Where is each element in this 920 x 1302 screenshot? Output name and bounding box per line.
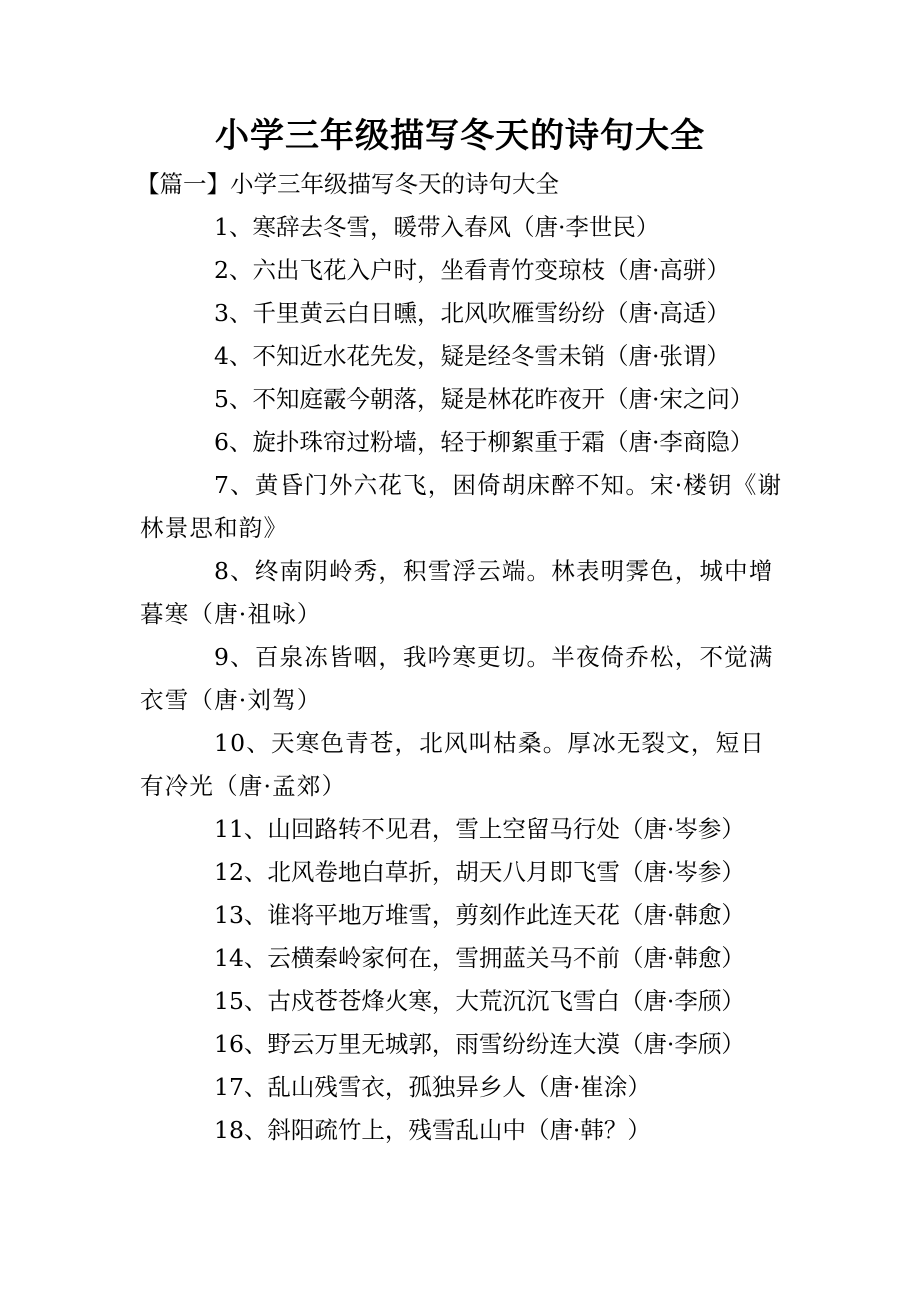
- document-body: [136, 163, 785, 1152]
- poem-line-15: 15、古戍苍苍烽火寒，大荒沉沉飞雪白（唐·李颀）: [214, 987, 745, 1015]
- poem-line-11: 11、山回路转不见君，雪上空留马行处（唐·岑参）: [214, 815, 745, 843]
- poem-line-6: 6、旋扑珠帘过粉墙，轻于柳絮重于霜（唐·李商隐）: [214, 428, 754, 456]
- poem-line-7: 7、黄昏门外六花飞，困倚胡床醉不知。宋·楼钥《谢林景思和韵》: [140, 471, 783, 542]
- poem-line-5: 5、不知庭霰今朝落，疑是林花昨夜开（唐·宋之问）: [214, 385, 754, 413]
- poem-line-12: 12、北风卷地白草折，胡天八月即飞雪（唐·岑参）: [214, 858, 745, 886]
- poem-line-1: 1、寒辞去冬雪，暖带入春风（唐·李世民）: [214, 213, 660, 241]
- poem-line-10: 10、天寒色青苍，北风叫枯桑。厚冰无裂文，短日有冷光（唐·孟郊）: [140, 729, 766, 800]
- poem-line-14: 14、云横秦岭家何在，雪拥蓝关马不前（唐·韩愈）: [214, 944, 745, 972]
- poem-line-4: 4、不知近水花先发，疑是经冬雪未销（唐·张谓）: [214, 342, 730, 370]
- poem-line-8: 8、终南阴岭秀，积雪浮云端。林表明霁色，城中增暮寒（唐·祖咏）: [140, 557, 774, 628]
- poem-line-16: 16、野云万里无城郭，雨雪纷纷连大漠（唐·李颀）: [214, 1030, 745, 1058]
- poem-line-18: 18、斜阳疏竹上，残雪乱山中（唐·韩？）: [214, 1116, 651, 1144]
- section-heading: 【篇一】小学三年级描写冬天的诗句大全: [136, 170, 559, 198]
- poem-line-9: 9、百泉冻皆咽，我吟寒更切。半夜倚乔松，不觉满衣雪（唐·刘驾）: [140, 643, 774, 714]
- poem-line-2: 2、六出飞花入户时，坐看青竹变琼枝（唐·高骈）: [214, 256, 730, 284]
- poem-line-3: 3、千里黄云白日曛，北风吹雁雪纷纷（唐·高适）: [214, 299, 730, 327]
- page-title: 小学三年级描写冬天的诗句大全: [215, 116, 705, 156]
- poem-line-13: 13、谁将平地万堆雪，剪刻作此连天花（唐·韩愈）: [214, 901, 745, 929]
- poem-line-17: 17、乱山残雪衣，孤独异乡人（唐·崔涂）: [214, 1073, 651, 1101]
